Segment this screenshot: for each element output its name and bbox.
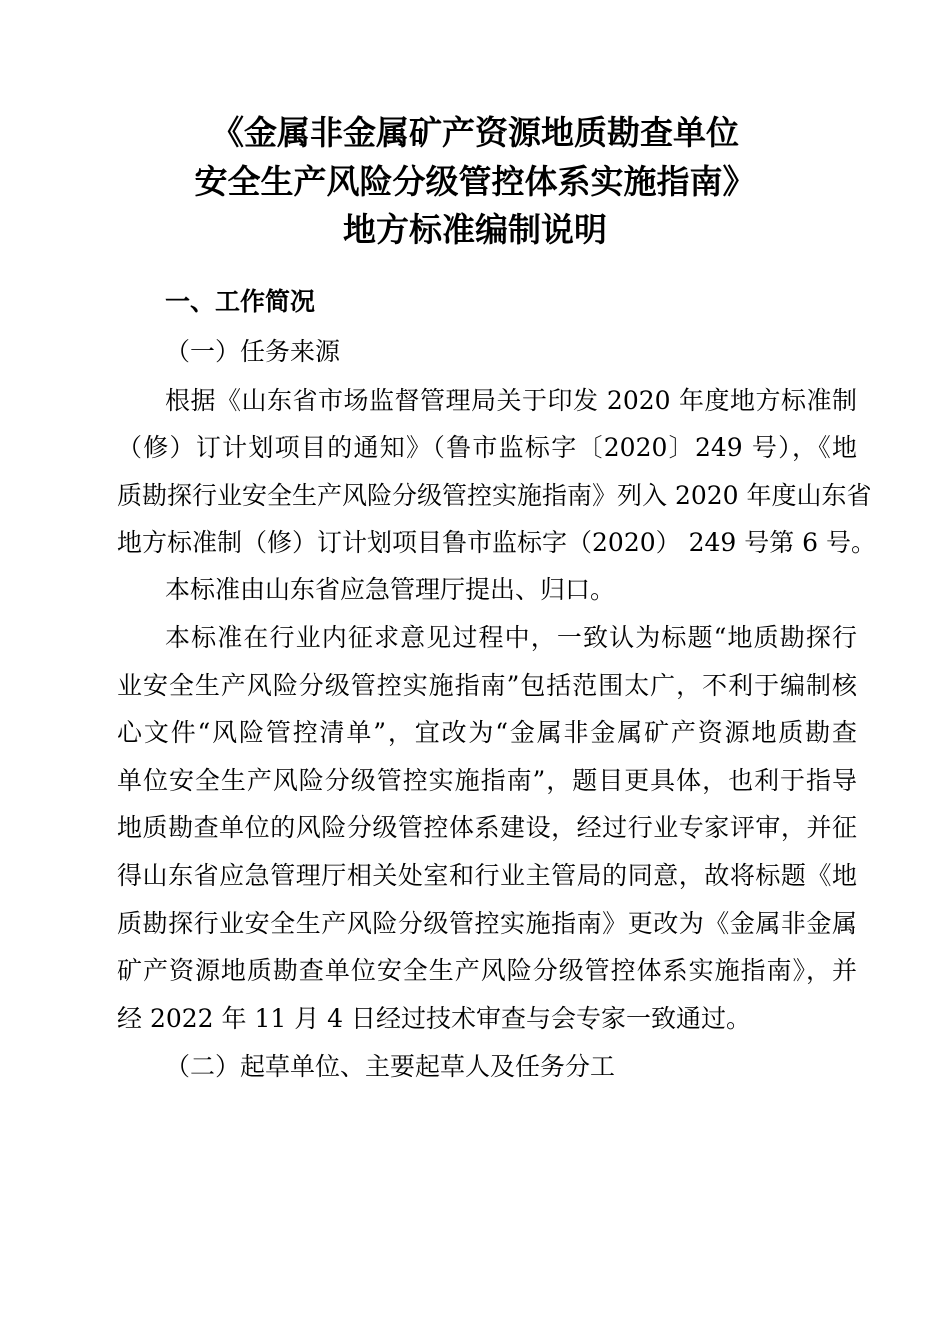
paragraph-line: 地方标准制（修）订计划项目鲁市监标字（2020） 249 号第 6 号。 (117, 528, 877, 557)
paragraph-line: 得山东省应急管理厅相关处室和行业主管局的同意，故将标题《地 (117, 861, 857, 890)
paragraph-line: 单位安全生产风险分级管控实施指南”，题目更具体，也利于指导 (117, 766, 857, 795)
paragraph-line: 质勘探行业安全生产风险分级管控实施指南》列入 2020 年度山东省 (117, 481, 872, 510)
subsection-heading: （一）任务来源 (165, 337, 341, 366)
doc-title-line-3: 地方标准编制说明 (343, 210, 607, 249)
paragraph-line: 心文件“风险管控清单”，宜改为“金属非金属矿产资源地质勘查 (117, 718, 857, 747)
paragraph-line: 本标准在行业内征求意见过程中，一致认为标题“地质勘探行 (165, 623, 857, 652)
paragraph-line: 本标准由山东省应急管理厅提出、归口。 (165, 575, 616, 604)
paragraph-line: 质勘探行业安全生产风险分级管控实施指南》更改为《金属非金属 (117, 909, 857, 938)
paragraph-line: 矿产资源地质勘查单位安全生产风险分级管控体系实施指南》，并 (117, 956, 857, 985)
paragraph-line: 地质勘查单位的风险分级管控体系建设，经过行业专家评审，并征 (117, 813, 857, 842)
section-heading: 一、工作简况 (165, 287, 316, 316)
doc-title-line-2: 安全生产风险分级管控体系实施指南》 (194, 162, 756, 201)
paragraph-line: （修）订计划项目的通知》（鲁市监标字〔2020〕249 号），《地 (117, 433, 857, 462)
paragraph-line: 经 2022 年 11 月 4 日经过技术审查与会专家一致通过。 (117, 1004, 752, 1033)
subsection-heading: （二）起草单位、主要起草人及任务分工 (165, 1052, 616, 1081)
paragraph-line: 根据《山东省市场监督管理局关于印发 2020 年度地方标准制 (165, 386, 857, 415)
doc-title-line-1: 《金属非金属矿产资源地质勘查单位 (211, 113, 739, 152)
paragraph-line: 业安全生产风险分级管控实施指南”包括范围太广，不利于编制核 (117, 671, 857, 700)
